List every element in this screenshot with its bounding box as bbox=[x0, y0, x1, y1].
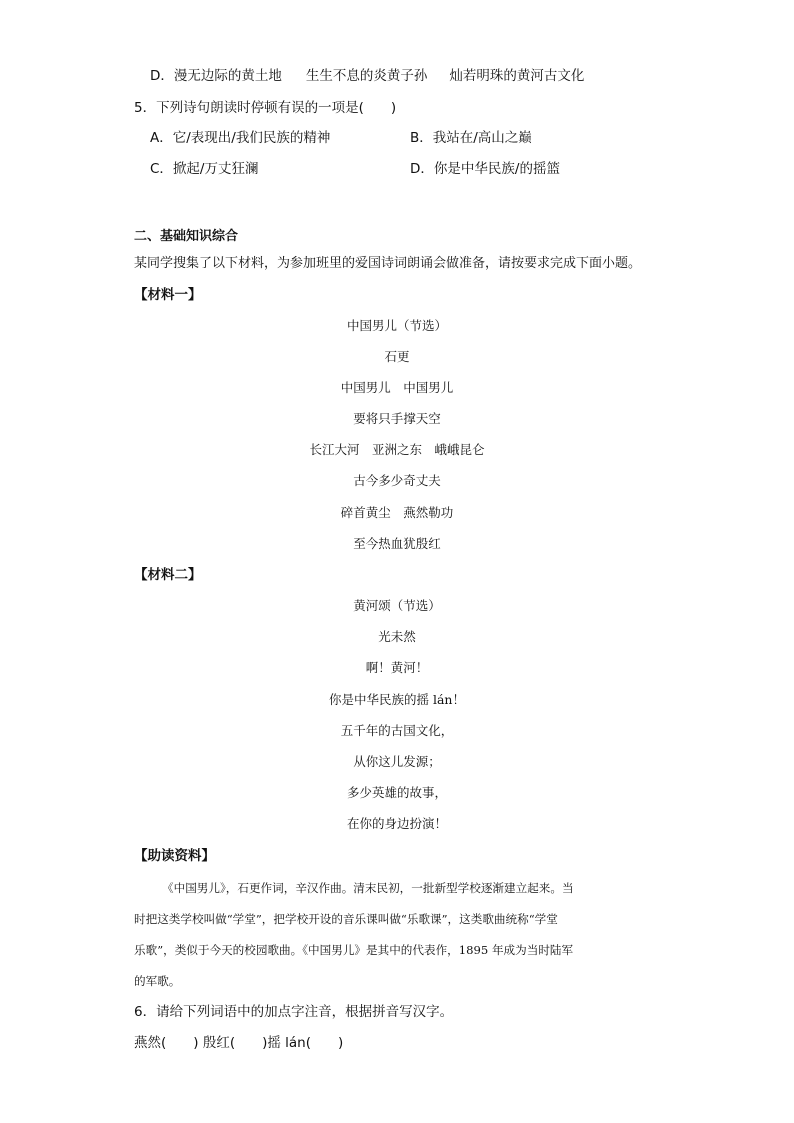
material2-line-1: 啊！黄河！ bbox=[365, 660, 429, 675]
q4-option-d-part1: D．漫无边际的黄土地 bbox=[150, 68, 282, 84]
material2-line-4: 从你这儿发源； bbox=[353, 754, 441, 769]
q4-option-d bbox=[150, 67, 584, 85]
reading-line-4: 的军歌。 bbox=[134, 974, 181, 988]
material1-line-5: 碎首黄尘 燕然勒功 bbox=[340, 505, 454, 520]
material2-line-3: 五千年的古国文化， bbox=[340, 723, 454, 738]
material1-line-3: 长江大河 亚洲之东 峨峨昆仑 bbox=[309, 442, 485, 457]
material1-title: 中国男儿（节选） bbox=[346, 318, 447, 333]
q4-option-d-part2: 生生不息的炎黄子孙 bbox=[305, 68, 428, 84]
q6-answer-line: 燕然( ) 殷红( )摇 lán( ) bbox=[134, 1035, 344, 1051]
reading-label: 【助读资料】 bbox=[134, 848, 215, 864]
reading-line-1: 《中国男儿》，石更作词，辛汉作曲。清末民初，一批新型学校逐渐建立起来。当 bbox=[162, 881, 574, 895]
material1-line-1: 中国男儿 中国男儿 bbox=[340, 380, 454, 395]
reading-line-3: 乐歌”，类似于今天的校园歌曲。《中国男儿》是其中的代表作，1895 年成为当时陆军 bbox=[134, 943, 574, 957]
material2-author: 光未然 bbox=[378, 629, 416, 644]
material1-line-4: 古今多少奇丈夫 bbox=[353, 473, 441, 488]
reading-line-2: 时把这类学校叫做“学堂”，把学校开设的音乐课叫做“乐歌课”，这类歌曲统称“学堂 bbox=[134, 912, 558, 926]
material2-line-2: 你是中华民族的摇 lán！ bbox=[329, 692, 465, 707]
material1-label: 【材料一】 bbox=[134, 287, 202, 303]
q5-option-d: D．你是中华民族/的摇篮 bbox=[410, 161, 560, 177]
q5-stem: 5．下列诗句朗读时停顿有误的一项是( ) bbox=[134, 100, 397, 116]
material2-label: 【材料二】 bbox=[134, 567, 202, 583]
q6-stem: 6．请给下列词语中的加点字注音，根据拼音写汉字。 bbox=[134, 1004, 454, 1020]
material1-line-6: 至今热血犹殷红 bbox=[353, 536, 441, 551]
section-heading: 二、基础知识综合 bbox=[134, 229, 239, 244]
q5-option-b: B．我站在/高山之巅 bbox=[410, 130, 532, 146]
q4-option-d-part3: 灿若明珠的黄河古文化 bbox=[449, 68, 585, 84]
material2-title: 黄河颂（节选） bbox=[353, 598, 441, 613]
material1-author: 石更 bbox=[384, 349, 410, 364]
q5-option-c: C．掀起/万丈狂澜 bbox=[150, 161, 259, 177]
material1-line-2: 要将只手撑天空 bbox=[353, 411, 441, 426]
material2-line-5: 多少英雄的故事， bbox=[346, 785, 447, 800]
q5-option-a: A．它/表现出/我们民族的精神 bbox=[150, 130, 331, 146]
material2-line-6: 在你的身边扮演！ bbox=[346, 816, 447, 831]
section-intro: 某同学搜集了以下材料，为参加班里的爱国诗词朗诵会做准备，请按要求完成下面小题。 bbox=[134, 256, 642, 271]
